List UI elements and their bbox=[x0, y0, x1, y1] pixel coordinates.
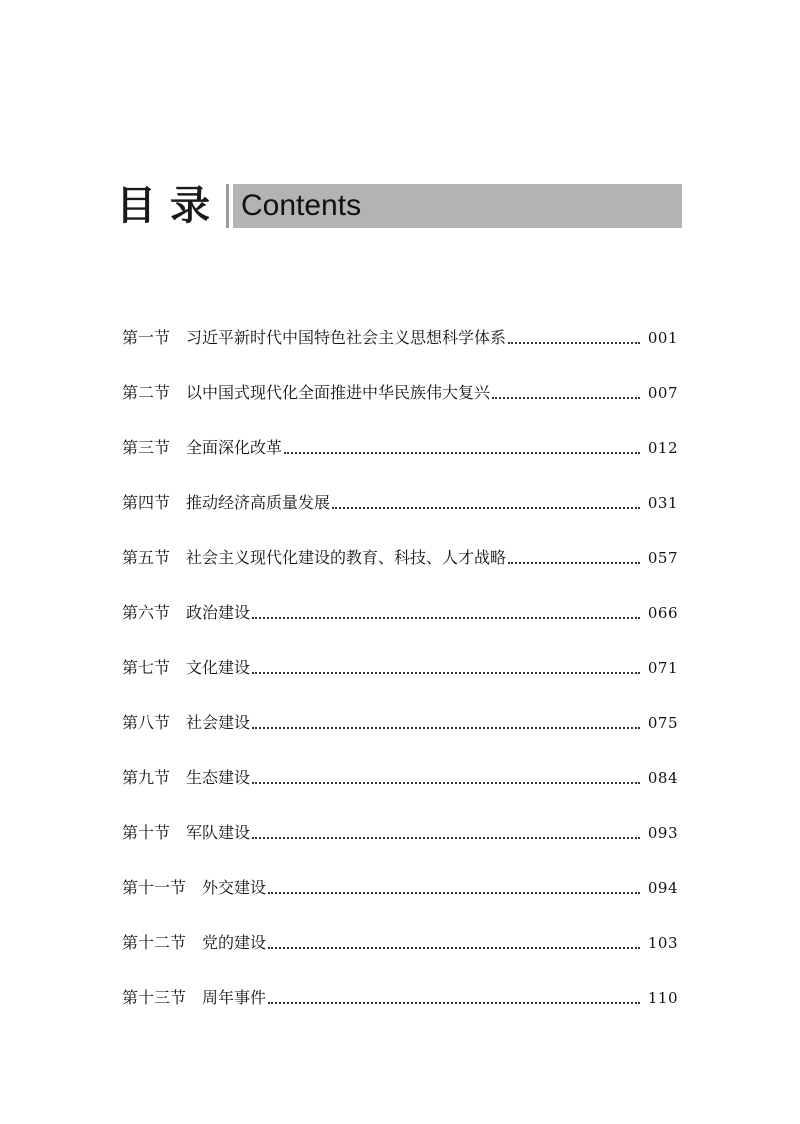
toc-entry[interactable] bbox=[122, 573, 678, 628]
toc-section-number: 第七节 bbox=[122, 658, 171, 677]
toc-page-number: 084 bbox=[647, 769, 678, 787]
page-title-chinese: 目录 bbox=[116, 183, 224, 229]
toc-entry[interactable] bbox=[122, 298, 678, 353]
toc-entry-title: 周年事件 bbox=[202, 988, 267, 1007]
toc-entry[interactable] bbox=[122, 353, 678, 408]
page-title-english: Contents bbox=[241, 189, 362, 222]
title-banner bbox=[233, 184, 682, 228]
toc-page-number: 075 bbox=[647, 714, 678, 732]
toc-entry[interactable] bbox=[122, 408, 678, 463]
toc-page-number: 071 bbox=[647, 659, 678, 677]
toc-entry-title: 军队建设 bbox=[186, 823, 251, 842]
toc-section-number: 第八节 bbox=[122, 713, 171, 732]
dot-leader bbox=[332, 507, 640, 509]
toc-entry[interactable] bbox=[122, 518, 678, 573]
dot-leader bbox=[268, 947, 640, 949]
toc-entry-title: 政治建设 bbox=[186, 603, 251, 622]
toc-entry[interactable] bbox=[122, 903, 678, 958]
dot-leader bbox=[268, 1002, 640, 1004]
dot-leader bbox=[492, 397, 640, 399]
toc-entry-title: 党的建设 bbox=[202, 933, 267, 952]
dot-leader bbox=[268, 892, 640, 894]
toc-section-number: 第六节 bbox=[122, 603, 171, 622]
dot-leader bbox=[252, 672, 640, 674]
toc-entry-title: 外交建设 bbox=[202, 878, 267, 897]
toc-entry-title: 社会主义现代化建设的教育、科技、人才战略 bbox=[186, 548, 507, 567]
toc-entry-title: 以中国式现代化全面推进中华民族伟大复兴 bbox=[186, 383, 491, 402]
toc-page-number: 103 bbox=[647, 934, 678, 952]
dot-leader bbox=[252, 782, 640, 784]
toc-entry-title: 社会建设 bbox=[186, 713, 251, 732]
table-of-contents bbox=[122, 298, 678, 1013]
toc-page-number: 094 bbox=[647, 879, 678, 897]
toc-page-number: 007 bbox=[647, 384, 678, 402]
toc-section-number: 第十节 bbox=[122, 823, 171, 842]
dot-leader bbox=[508, 342, 640, 344]
toc-page-number: 066 bbox=[647, 604, 678, 622]
dot-leader bbox=[252, 837, 640, 839]
toc-header bbox=[116, 182, 682, 230]
toc-page-number: 012 bbox=[647, 439, 678, 457]
toc-entry-title: 文化建设 bbox=[186, 658, 251, 677]
dot-leader bbox=[508, 562, 640, 564]
title-divider bbox=[226, 184, 229, 228]
toc-section-number: 第九节 bbox=[122, 768, 171, 787]
dot-leader bbox=[252, 617, 640, 619]
toc-entry[interactable] bbox=[122, 793, 678, 848]
toc-entry-title: 推动经济高质量发展 bbox=[186, 493, 331, 512]
toc-section-number: 第十三节 bbox=[122, 988, 187, 1007]
toc-page-number: 057 bbox=[647, 549, 678, 567]
toc-section-number: 第一节 bbox=[122, 328, 171, 347]
toc-section-number: 第五节 bbox=[122, 548, 171, 567]
toc-section-number: 第三节 bbox=[122, 438, 171, 457]
toc-entry[interactable] bbox=[122, 958, 678, 1013]
toc-page-number: 031 bbox=[647, 494, 678, 512]
dot-leader bbox=[252, 727, 640, 729]
toc-section-number: 第十二节 bbox=[122, 933, 187, 952]
toc-entry[interactable] bbox=[122, 463, 678, 518]
toc-section-number: 第十一节 bbox=[122, 878, 187, 897]
toc-section-number: 第二节 bbox=[122, 383, 171, 402]
toc-page-number: 001 bbox=[647, 329, 678, 347]
toc-entry-title: 全面深化改革 bbox=[186, 438, 283, 457]
toc-entry[interactable] bbox=[122, 848, 678, 903]
toc-page-number: 093 bbox=[647, 824, 678, 842]
toc-entry-title: 习近平新时代中国特色社会主义思想科学体系 bbox=[186, 328, 507, 347]
toc-entry[interactable] bbox=[122, 738, 678, 793]
toc-page-number: 110 bbox=[647, 989, 678, 1007]
toc-section-number: 第四节 bbox=[122, 493, 171, 512]
toc-entry-title: 生态建设 bbox=[186, 768, 251, 787]
toc-entry[interactable] bbox=[122, 628, 678, 683]
dot-leader bbox=[284, 452, 640, 454]
toc-entry[interactable] bbox=[122, 683, 678, 738]
